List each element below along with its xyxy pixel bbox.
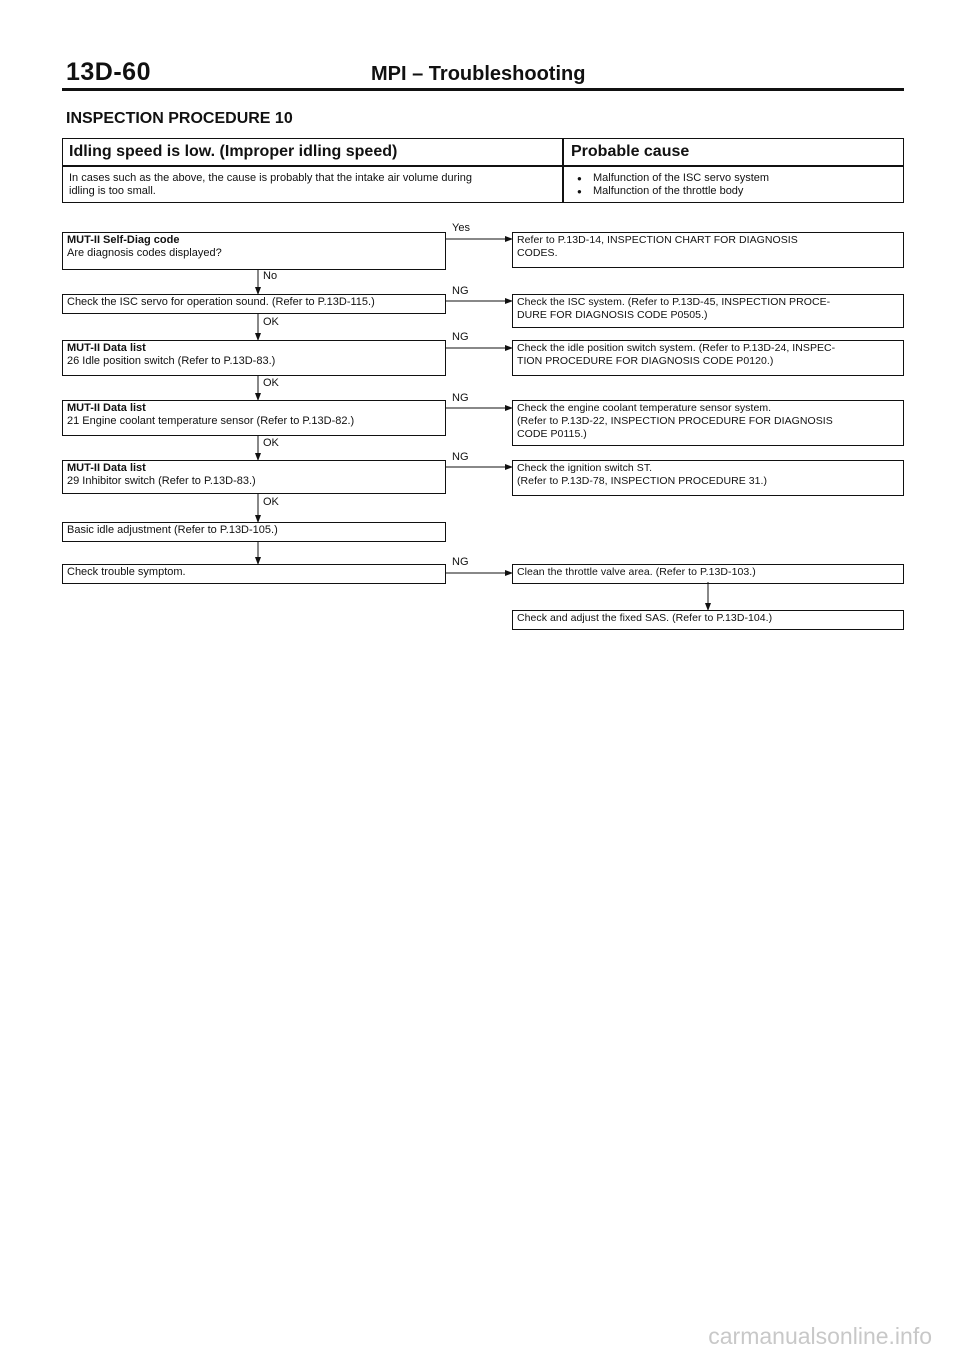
branch-label: NG [452,392,469,404]
down-label: No [263,270,278,282]
flow-step-basic-idle [62,522,446,542]
result-clean-throttle [512,564,904,584]
branch-label: NG [452,556,469,568]
symptom-heading: Idling speed is low. (Improper idling speed) [69,143,398,160]
flow-step-isc-sound [62,294,446,314]
symptom-text-line: In cases such as the above, the cause is probably that the intake air volume during [69,172,472,184]
step-text: Check the ISC servo for operation sound. (Refer to P.13D-115.) [67,296,375,308]
result-diagnosis-chart [512,232,904,268]
step-text: 26 Idle position switch (Refer to P.13D-83.) [67,355,276,367]
result-line: (Refer to P.13D-22, INSPECTION PROCEDURE FOR DIAGNOSIS [517,415,833,427]
result-line: Check the idle position switch system. (Refer to P.13D-24, INSPEC- [517,342,836,354]
step-text: Check trouble symptom. [67,566,186,578]
step-heading: MUT-II Data list [67,462,146,474]
result-line: DURE FOR DIAGNOSIS CODE P0505.) [517,309,708,321]
flow-step-coolant-sensor [62,400,446,436]
result-line: Check the ISC system. (Refer to P.13D-45, INSPECTION PROCE- [517,296,831,308]
watermark: carmanualsonline.info [708,1323,932,1349]
step-text: Basic idle adjustment (Refer to P.13D-105.) [67,524,278,536]
result-line: (Refer to P.13D-78, INSPECTION PROCEDURE 31.) [517,475,768,487]
branch-label: NG [452,451,469,463]
flow-step-inhibitor-switch [62,460,446,494]
result-idle-switch-system [512,340,904,376]
bullet-icon: ● [577,174,582,183]
flow-step-idle-switch [62,340,446,376]
branch-label: NG [452,331,469,343]
section-title: MPI – Troubleshooting [371,63,586,85]
flow-step-self-diag [62,232,446,270]
cause-item-text: Malfunction of the ISC servo system [593,172,770,184]
down-label: OK [263,377,279,389]
flow-step-trouble-symptom [62,564,446,584]
step-text: 21 Engine coolant temperature sensor (Refer to P.13D-82.) [67,415,355,427]
cause-heading: Probable cause [571,143,690,160]
page-number: 13D-60 [66,58,151,86]
result-line: CODE P0115.) [517,428,587,440]
result-line: Clean the throttle valve area. (Refer to P.13D-103.) [517,566,756,578]
result-line: CODES. [517,247,558,259]
step-text: 29 Inhibitor switch (Refer to P.13D-83.) [67,475,256,487]
result-isc-system [512,294,904,328]
result-line: Check the ignition switch ST. [517,462,653,474]
result-coolant-sensor-system [512,400,904,446]
down-label: OK [263,437,279,449]
step-heading: MUT-II Data list [67,402,146,414]
step-heading: MUT-II Data list [67,342,146,354]
bullet-icon: ● [577,187,582,196]
branch-label: NG [452,285,469,297]
branch-label: Yes [452,222,470,234]
down-label: OK [263,496,279,508]
step-text: Are diagnosis codes displayed? [67,247,222,259]
cause-item-text: Malfunction of the throttle body [593,185,744,197]
result-line: Refer to P.13D-14, INSPECTION CHART FOR DIAGNOSIS [517,234,798,246]
result-ignition-switch [512,460,904,496]
result-line: Check the engine coolant temperature sensor system. [517,402,772,414]
result-line: Check and adjust the fixed SAS. (Refer to P.13D-104.) [517,612,773,624]
final-step-sas [512,610,904,630]
procedure-title: INSPECTION PROCEDURE 10 [66,110,293,127]
step-heading: MUT-II Self-Diag code [67,234,180,246]
result-line: TION PROCEDURE FOR DIAGNOSIS CODE P0120.) [517,355,774,367]
symptom-text-line: idling is too small. [69,185,156,197]
down-label: OK [263,316,279,328]
